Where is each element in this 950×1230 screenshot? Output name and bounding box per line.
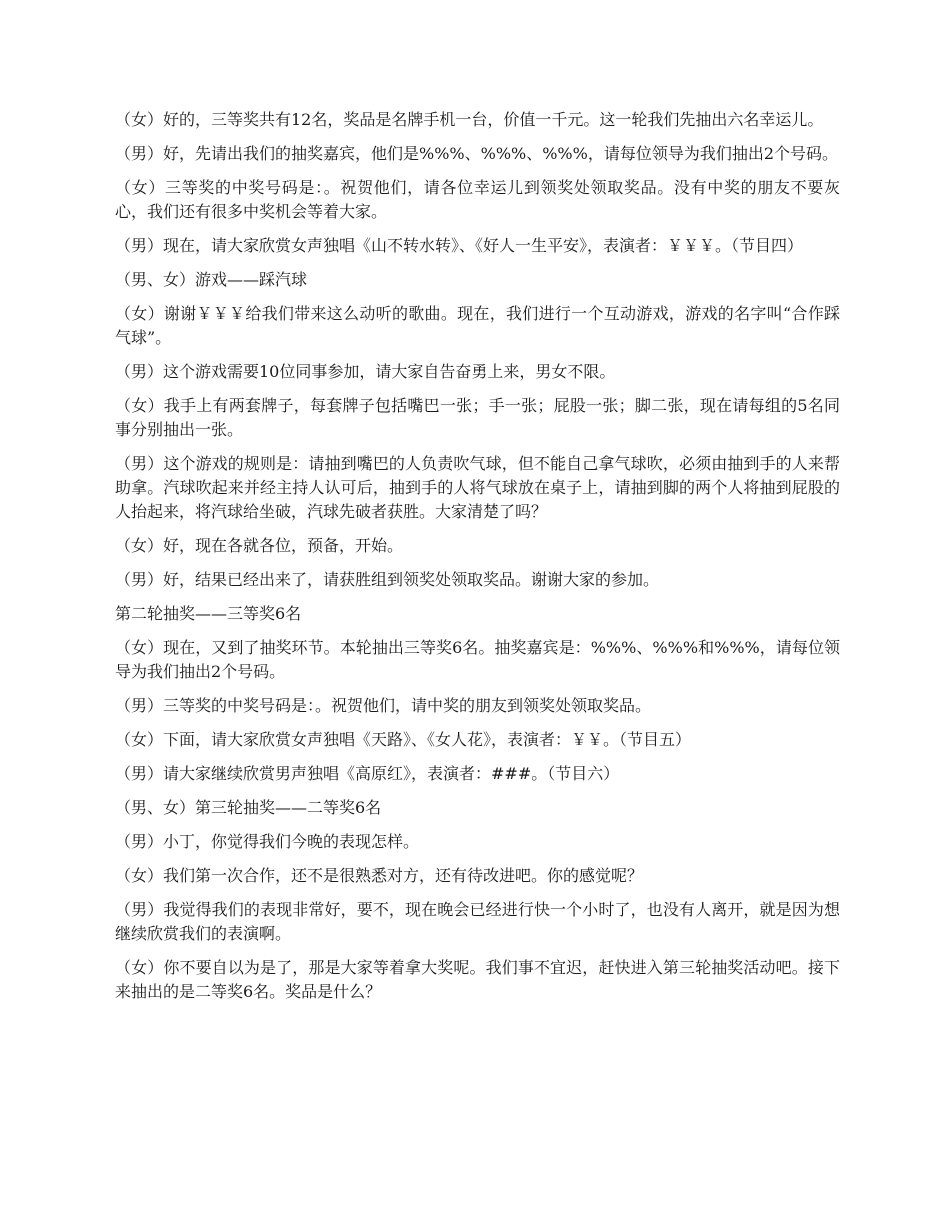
paragraph: （男）现在，请大家欣赏女声独唱《山不转水转》、《好人一生平安》，表演者：￥￥￥。（节目四） xyxy=(115,236,804,255)
paragraph: （男）我觉得我们的表现非常好，要不，现在晚会已经进行快一个小时了，也没有人离开，就是因为想继续欣赏我们的表演啊。 xyxy=(115,900,840,943)
document-body xyxy=(115,108,840,1014)
paragraph: （女）好，现在各就各位，预备，开始。 xyxy=(115,536,404,555)
paragraph: （男）这个游戏需要10位同事参加，请大家自告奋勇上来，男女不限。 xyxy=(115,362,616,381)
paragraph: （女）我手上有两套牌子，每套牌子包括嘴巴一张；手一张；屁股一张；脚二张，现在请每组的5名同事分别抽出一张。 xyxy=(115,396,840,439)
paragraph: （女）现在，又到了抽奖环节。本轮抽出三等奖6名。抽奖嘉宾是：%%%、%%%和%%%，请每位领导为我们抽出2个号码。 xyxy=(115,638,840,681)
paragraph: （男）请大家继续欣赏男声独唱《高原红》，表演者：###。（节目六） xyxy=(115,764,620,783)
paragraph: （女）谢谢￥￥￥给我们带来这么动听的歌曲。现在，我们进行一个互动游戏，游戏的名字叫“合作踩气球”。 xyxy=(115,304,840,347)
section-heading: （男、女）游戏——踩汽球 xyxy=(115,270,308,289)
section-heading: 第二轮抽奖——三等奖6名 xyxy=(115,604,302,623)
section-heading: （男、女）第三轮抽奖——二等奖6名 xyxy=(115,798,382,817)
paragraph: （女）好的，三等奖共有12名，奖品是名牌手机一台，价值一千元。这一轮我们先抽出六名幸运儿。 xyxy=(115,110,824,129)
paragraph: （男）好，先请出我们的抽奖嘉宾，他们是%%%、%%%、%%%，请每位领导为我们抽出2个号码。 xyxy=(115,144,839,163)
paragraph: （女）我们第一次合作，还不是很熟悉对方，还有待改进吧。你的感觉呢？ xyxy=(115,866,644,885)
paragraph: （男）三等奖的中奖号码是：。祝贺他们，请中奖的朋友到领奖处领取奖品。 xyxy=(115,696,652,715)
paragraph: （男）好，结果已经出来了，请获胜组到领奖处领取奖品。谢谢大家的参加。 xyxy=(115,570,660,589)
paragraph: （女）你不要自以为是了，那是大家等着拿大奖呢。我们事不宜迟，赶快进入第三轮抽奖活动吧。接下来抽出的是二等奖6名。奖品是什么？ xyxy=(115,958,840,1001)
paragraph: （男）这个游戏的规则是：请抽到嘴巴的人负责吹气球，但不能自己拿气球吹，必须由抽到手的人来帮助拿。汽球吹起来并经主持人认可后，抽到手的人将气球放在桌子上，请抽到脚的两个人将抽到屁股的人抬起来，将汽球给坐破，汽球先破者获胜。大家清楚了吗？ xyxy=(115,454,840,521)
paragraph: （男）小丁，你觉得我们今晚的表现怎样。 xyxy=(115,832,420,851)
paragraph: （女）三等奖的中奖号码是：。祝贺他们，请各位幸运儿到领奖处领取奖品。没有中奖的朋友不要灰心，我们还有很多中奖机会等着大家。 xyxy=(115,178,840,221)
paragraph: （女）下面，请大家欣赏女声独唱《天路》、《女人花》，表演者：￥￥。（节目五） xyxy=(115,730,692,749)
